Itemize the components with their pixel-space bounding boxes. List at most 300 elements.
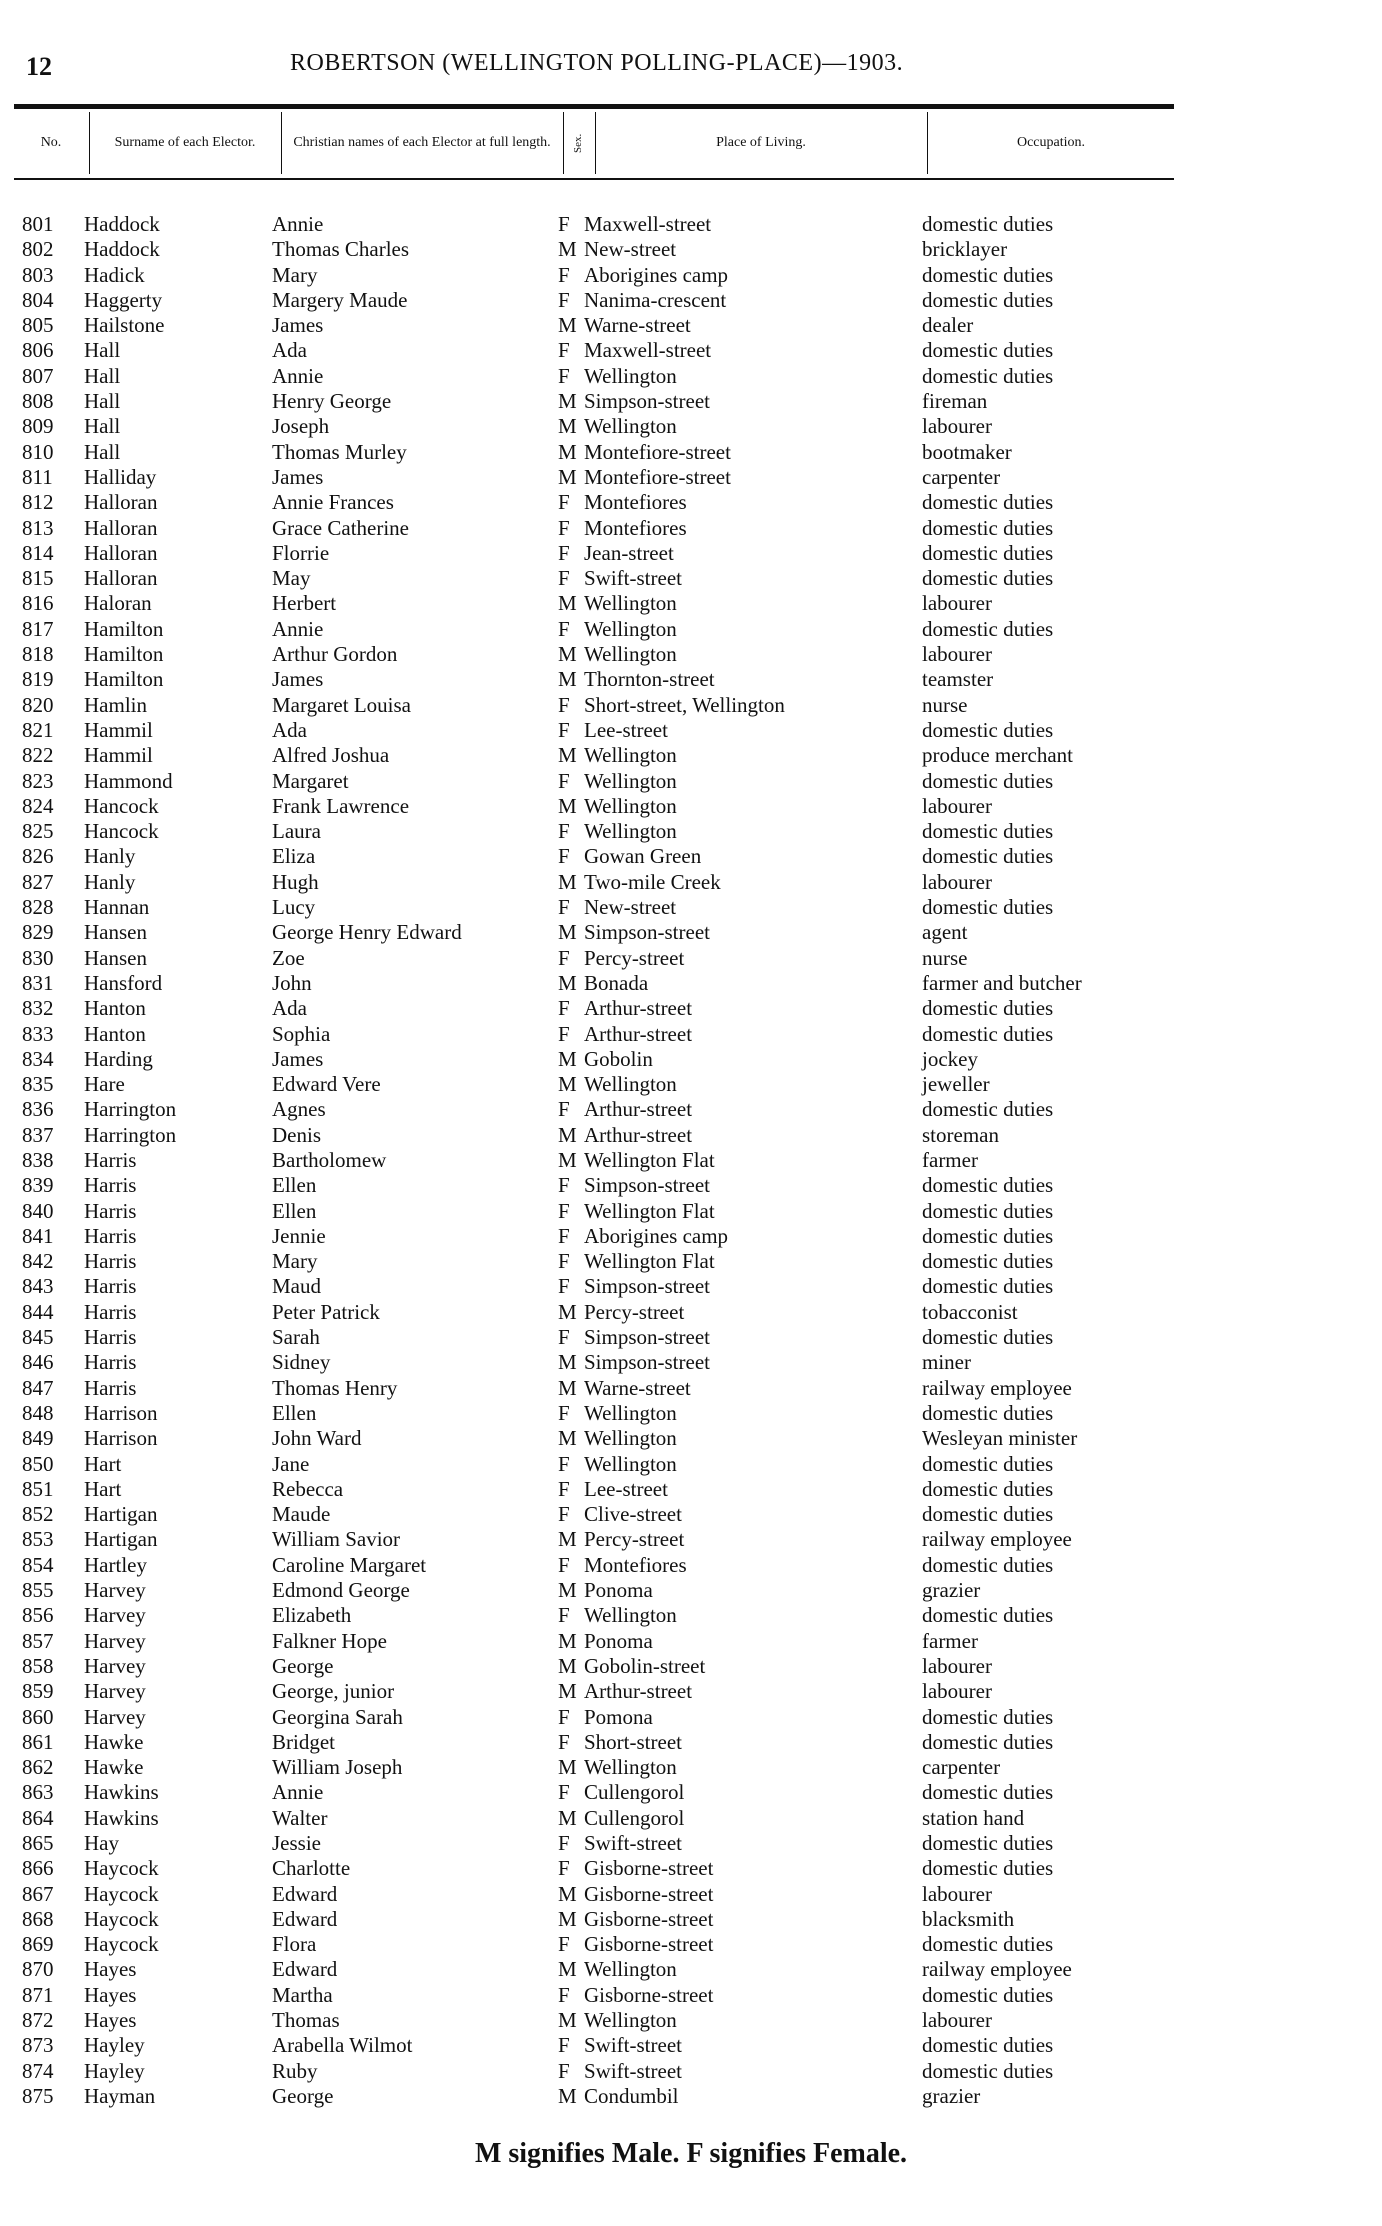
table-row <box>0 566 1382 591</box>
elector-occupation: domestic duties <box>922 1603 1054 1628</box>
elector-sex: F <box>558 540 570 565</box>
elector-number: 807 <box>22 363 54 388</box>
elector-sex: F <box>558 1021 570 1046</box>
elector-christian-names: Florrie <box>272 540 330 565</box>
elector-surname: Hart <box>84 1476 122 1501</box>
elector-occupation: jeweller <box>922 1072 990 1097</box>
elector-christian-names: Falkner Hope <box>272 1628 387 1653</box>
elector-sex: F <box>558 945 570 970</box>
elector-occupation: labourer <box>922 591 992 616</box>
elector-place-of-living: Arthur-street <box>584 1679 693 1704</box>
elector-surname: Halloran <box>84 566 158 591</box>
elector-christian-names: James <box>272 1046 324 1071</box>
table-row <box>0 667 1382 692</box>
table-row <box>0 1831 1382 1856</box>
elector-occupation: miner <box>922 1350 971 1375</box>
elector-number: 827 <box>22 869 54 894</box>
table-row <box>0 1882 1382 1907</box>
table-row <box>0 1097 1382 1122</box>
elector-number: 814 <box>22 540 54 565</box>
elector-occupation: labourer <box>922 869 992 894</box>
elector-occupation: domestic duties <box>922 1173 1054 1198</box>
elector-sex: F <box>558 262 570 287</box>
elector-number: 838 <box>22 1147 54 1172</box>
elector-number: 803 <box>22 262 54 287</box>
elector-occupation: domestic duties <box>922 2058 1054 2083</box>
elector-place-of-living: Gisborne-street <box>584 1906 714 1931</box>
elector-christian-names: Denis <box>272 1122 321 1147</box>
table-row <box>0 1401 1382 1426</box>
elector-occupation: domestic duties <box>922 1831 1054 1855</box>
elector-christian-names: Zoe <box>272 945 305 970</box>
elector-occupation: nurse <box>922 945 968 970</box>
elector-christian-names: Henry George <box>272 389 392 414</box>
elector-place-of-living: Wellington <box>584 1426 677 1451</box>
table-row <box>0 440 1382 465</box>
elector-surname: Hall <box>84 389 121 414</box>
elector-place-of-living: Lee-street <box>584 1476 668 1501</box>
elector-occupation: grazier <box>922 2083 981 2108</box>
table-row <box>0 1072 1382 1097</box>
elector-sex: F <box>558 363 570 388</box>
elector-surname: Harvey <box>84 1704 146 1729</box>
table-row <box>0 1148 1382 1173</box>
elector-surname: Harvey <box>84 1679 146 1704</box>
elector-christian-names: Lucy <box>272 895 316 920</box>
elector-number: 828 <box>22 895 54 920</box>
elector-sex: M <box>558 1881 577 1906</box>
elector-surname: Hare <box>84 1072 125 1097</box>
table-row <box>0 2033 1382 2058</box>
elector-christian-names: Ada <box>272 338 307 363</box>
elector-place-of-living: Simpson-street <box>584 1274 710 1299</box>
elector-christian-names: Agnes <box>272 1097 326 1122</box>
elector-occupation: domestic duties <box>922 1476 1054 1501</box>
elector-sex: F <box>558 1932 570 1957</box>
elector-surname: Hansen <box>84 945 147 970</box>
table-row <box>0 1578 1382 1603</box>
elector-place-of-living: Two-mile Creek <box>584 869 721 894</box>
elector-number: 834 <box>22 1046 54 1071</box>
elector-sex: F <box>558 1274 570 1299</box>
table-row <box>0 338 1382 363</box>
table-row <box>0 971 1382 996</box>
elector-sex: M <box>558 1046 577 1071</box>
elector-number: 864 <box>22 1805 54 1830</box>
elector-surname: Harrington <box>84 1097 177 1122</box>
elector-christian-names: Ellen <box>272 1198 317 1223</box>
elector-sex: M <box>558 313 577 338</box>
elector-sex: M <box>558 1805 577 1830</box>
header-christian-names: Christian names of each Elector at full length. <box>293 134 551 150</box>
elector-christian-names: Joseph <box>272 414 330 439</box>
elector-number: 811 <box>22 464 53 489</box>
elector-sex: F <box>558 2058 570 2083</box>
elector-occupation: labourer <box>922 1881 992 1906</box>
elector-place-of-living: Wellington <box>584 743 677 768</box>
elector-place-of-living: Gowan Green <box>584 844 702 869</box>
table-row <box>0 1300 1382 1325</box>
elector-surname: Harding <box>84 1046 153 1071</box>
elector-occupation: agent <box>922 920 968 945</box>
elector-number: 810 <box>22 439 54 464</box>
page-number: 12 <box>26 52 52 81</box>
elector-christian-names: George Henry Edward <box>272 920 462 945</box>
elector-christian-names: Ada <box>272 996 307 1021</box>
elector-occupation: domestic duties <box>922 1274 1054 1299</box>
elector-surname: Hayman <box>84 2083 156 2108</box>
table-row <box>0 1325 1382 1350</box>
elector-sex: F <box>558 768 570 793</box>
elector-place-of-living: Gobolin-street <box>584 1653 706 1678</box>
table-row <box>0 870 1382 895</box>
elector-christian-names: James <box>272 313 324 338</box>
elector-occupation: domestic duties <box>922 1249 1054 1274</box>
elector-christian-names: May <box>272 566 311 591</box>
elector-occupation: domestic duties <box>922 338 1054 363</box>
elector-christian-names: George, junior <box>272 1679 395 1704</box>
elector-number: 850 <box>22 1451 54 1476</box>
elector-occupation: nurse <box>922 692 968 717</box>
elector-christian-names: Elizabeth <box>272 1603 352 1628</box>
header-place-of-living: Place of Living. <box>716 134 806 150</box>
elector-sex: F <box>558 515 570 540</box>
elector-number: 804 <box>22 287 54 312</box>
elector-surname: Halloran <box>84 540 158 565</box>
elector-sex: M <box>558 743 577 768</box>
elector-number: 860 <box>22 1704 54 1729</box>
elector-christian-names: Edward <box>272 1957 338 1982</box>
elector-place-of-living: Percy-street <box>584 945 685 970</box>
table-row <box>0 516 1382 541</box>
elector-christian-names: Frank Lawrence <box>272 793 410 818</box>
elector-number: 859 <box>22 1679 54 1704</box>
elector-occupation: domestic duties <box>922 566 1054 591</box>
elector-place-of-living: Montefiore-street <box>584 464 731 489</box>
table-row <box>0 1553 1382 1578</box>
elector-surname: Hayley <box>84 2058 145 2083</box>
table-row <box>0 1199 1382 1224</box>
table-row <box>0 313 1382 338</box>
sex-legend: M signifies Male. F signifies Female. <box>474 2138 908 2169</box>
elector-number: 849 <box>22 1426 54 1451</box>
elector-surname: Harris <box>84 1249 137 1274</box>
elector-occupation: domestic duties <box>922 1704 1054 1729</box>
table-row <box>0 794 1382 819</box>
table-row <box>0 718 1382 743</box>
elector-number: 875 <box>22 2083 54 2108</box>
elector-christian-names: John Ward <box>272 1426 362 1451</box>
elector-sex: F <box>558 1097 570 1122</box>
elector-christian-names: James <box>272 667 324 692</box>
elector-number: 817 <box>22 616 54 641</box>
elector-surname: Halloran <box>84 515 158 540</box>
elector-number: 805 <box>22 313 54 338</box>
elector-number: 819 <box>22 667 54 692</box>
elector-sex: M <box>558 920 577 945</box>
elector-christian-names: Edward Vere <box>272 1072 381 1097</box>
elector-sex: M <box>558 1299 577 1324</box>
elector-place-of-living: Maxwell-street <box>584 338 712 363</box>
elector-place-of-living: Percy-street <box>584 1299 685 1324</box>
elector-occupation: domestic duties <box>922 1502 1054 1527</box>
elector-christian-names: James <box>272 464 324 489</box>
elector-number: 837 <box>22 1122 54 1147</box>
elector-place-of-living: New-street <box>584 237 677 262</box>
elector-occupation: domestic duties <box>922 363 1054 388</box>
table-row <box>0 591 1382 616</box>
elector-occupation: dealer <box>922 313 974 338</box>
elector-place-of-living: Wellington Flat <box>584 1147 715 1172</box>
table-row <box>0 263 1382 288</box>
elector-christian-names: Grace Catherine <box>272 515 410 540</box>
elector-number: 872 <box>22 2008 54 2033</box>
elector-surname: Hartigan <box>84 1527 158 1552</box>
elector-surname: Harvey <box>84 1578 146 1603</box>
elector-place-of-living: Wellington <box>584 793 677 818</box>
elector-place-of-living: Nanima-crescent <box>584 287 727 312</box>
elector-christian-names: Alfred Joshua <box>272 743 390 768</box>
table-row <box>0 288 1382 313</box>
elector-place-of-living: Arthur-street <box>584 1097 693 1122</box>
elector-number: 835 <box>22 1072 54 1097</box>
elector-surname: Haycock <box>84 1906 159 1931</box>
elector-surname: Hanton <box>84 996 146 1021</box>
elector-number: 863 <box>22 1780 54 1805</box>
elector-surname: Haloran <box>84 591 152 616</box>
elector-occupation: domestic duties <box>922 1097 1054 1122</box>
table-row <box>0 1477 1382 1502</box>
elector-place-of-living: Swift-street <box>584 2058 682 2083</box>
elector-sex: F <box>558 1780 570 1805</box>
elector-place-of-living: Gisborne-street <box>584 1856 714 1881</box>
elector-christian-names: Ruby <box>272 2058 318 2083</box>
table-row <box>0 364 1382 389</box>
elector-number: 832 <box>22 996 54 1021</box>
elector-sex: F <box>558 566 570 591</box>
header-occupation: Occupation. <box>1016 134 1086 150</box>
elector-occupation: domestic duties <box>922 1729 1054 1754</box>
elector-number: 822 <box>22 743 54 768</box>
elector-place-of-living: Ponoma <box>584 1628 653 1653</box>
elector-surname: Hanly <box>84 869 136 894</box>
elector-occupation: domestic duties <box>922 2033 1054 2058</box>
elector-occupation: domestic duties <box>922 895 1054 920</box>
elector-place-of-living: Arthur-street <box>584 1021 693 1046</box>
elector-occupation: jockey <box>922 1046 978 1071</box>
elector-surname: Haddock <box>84 237 160 262</box>
elector-occupation: railway employee <box>922 1957 1072 1982</box>
elector-christian-names: Ada <box>272 717 307 742</box>
table-row <box>0 819 1382 844</box>
elector-place-of-living: Gisborne-street <box>584 1932 714 1957</box>
elector-surname: Harrison <box>84 1400 158 1425</box>
table-row <box>0 1932 1382 1957</box>
elector-sex: M <box>558 2083 577 2108</box>
table-row <box>0 1603 1382 1628</box>
elector-christian-names: Edmond George <box>272 1578 410 1603</box>
elector-place-of-living: Wellington <box>584 768 677 793</box>
elector-sex: F <box>558 844 570 869</box>
elector-sex: M <box>558 1755 577 1780</box>
elector-surname: Halloran <box>84 490 158 515</box>
elector-occupation: domestic duties <box>922 616 1054 641</box>
elector-occupation: carpenter <box>922 1755 1001 1780</box>
elector-number: 844 <box>22 1299 54 1324</box>
elector-surname: Hayes <box>84 1982 137 2007</box>
elector-surname: Haycock <box>84 1881 159 1906</box>
elector-surname: Harris <box>84 1223 137 1248</box>
elector-place-of-living: Wellington <box>584 1072 677 1097</box>
elector-sex: M <box>558 1628 577 1653</box>
elector-sex: F <box>558 1198 570 1223</box>
table-row <box>0 1452 1382 1477</box>
elector-occupation: domestic duties <box>922 1021 1054 1046</box>
elector-sex: F <box>558 1831 570 1855</box>
elector-place-of-living: Wellington <box>584 1451 677 1476</box>
elector-occupation: domestic duties <box>922 1552 1054 1577</box>
elector-number: 857 <box>22 1628 54 1653</box>
table-row <box>0 920 1382 945</box>
elector-sex: M <box>558 1072 577 1097</box>
elector-surname: Hawke <box>84 1729 144 1754</box>
elector-place-of-living: Short-street <box>584 1729 682 1754</box>
elector-sex: F <box>558 1603 570 1628</box>
elector-number: 839 <box>22 1173 54 1198</box>
elector-christian-names: Bridget <box>272 1729 335 1754</box>
elector-place-of-living: Clive-street <box>584 1502 682 1527</box>
elector-sex: F <box>558 1729 570 1754</box>
elector-number: 846 <box>22 1350 54 1375</box>
elector-number: 836 <box>22 1097 54 1122</box>
elector-occupation: domestic duties <box>922 1780 1054 1805</box>
elector-christian-names: Jane <box>272 1451 310 1476</box>
elector-christian-names: Annie <box>272 616 324 641</box>
elector-number: 831 <box>22 970 54 995</box>
elector-place-of-living: Simpson-street <box>584 389 710 414</box>
table-row <box>0 389 1382 414</box>
top-rule <box>14 104 1174 109</box>
elector-place-of-living: Thornton-street <box>584 667 715 692</box>
elector-surname: Harrington <box>84 1122 177 1147</box>
elector-christian-names: Sarah <box>272 1325 320 1350</box>
elector-number: 825 <box>22 819 54 844</box>
elector-place-of-living: Arthur-street <box>584 1122 693 1147</box>
table-row <box>0 490 1382 515</box>
elector-sex: M <box>558 464 577 489</box>
elector-number: 802 <box>22 237 54 262</box>
elector-sex: M <box>558 1653 577 1678</box>
elector-place-of-living: Wellington <box>584 1603 677 1628</box>
table-row <box>0 1224 1382 1249</box>
elector-occupation: domestic duties <box>922 996 1054 1021</box>
elector-occupation: labourer <box>922 2008 992 2033</box>
elector-place-of-living: Swift-street <box>584 566 682 591</box>
elector-place-of-living: Short-street, Wellington <box>584 692 785 717</box>
elector-occupation: bricklayer <box>922 237 1008 262</box>
elector-sex: F <box>558 287 570 312</box>
elector-surname: Harvey <box>84 1603 146 1628</box>
elector-surname: Hammil <box>84 717 153 742</box>
table-row <box>0 541 1382 566</box>
elector-sex: M <box>558 970 577 995</box>
elector-sex: M <box>558 591 577 616</box>
elector-place-of-living: Pomona <box>584 1704 653 1729</box>
elector-surname: Hall <box>84 363 121 388</box>
elector-occupation: storeman <box>922 1122 999 1147</box>
elector-place-of-living: Montefiores <box>584 1552 687 1577</box>
elector-place-of-living: New-street <box>584 895 677 920</box>
elector-surname: Hall <box>84 414 121 439</box>
elector-occupation: domestic duties <box>922 1400 1054 1425</box>
elector-sex: M <box>558 2008 577 2033</box>
elector-surname: Harris <box>84 1173 137 1198</box>
elector-occupation: Wesleyan minister <box>922 1426 1078 1451</box>
elector-christian-names: Edward <box>272 1881 338 1906</box>
elector-occupation: domestic duties <box>922 1451 1054 1476</box>
table-row <box>0 212 1382 237</box>
elector-christian-names: Bartholomew <box>272 1147 387 1172</box>
elector-christian-names: Annie <box>272 212 324 236</box>
elector-surname: Hannan <box>84 895 150 920</box>
elector-place-of-living: Simpson-street <box>584 1325 710 1350</box>
elector-surname: Hayley <box>84 2033 145 2058</box>
elector-number: 815 <box>22 566 54 591</box>
elector-occupation: labourer <box>922 1653 992 1678</box>
table-row <box>0 2084 1382 2109</box>
elector-christian-names: Peter Patrick <box>272 1299 380 1324</box>
elector-occupation: domestic duties <box>922 540 1054 565</box>
table-row <box>0 1047 1382 1072</box>
elector-sex: M <box>558 1426 577 1451</box>
elector-surname: Harris <box>84 1198 137 1223</box>
elector-christian-names: John <box>272 970 312 995</box>
elector-place-of-living: Wellington <box>584 819 677 844</box>
elector-number: 824 <box>22 793 54 818</box>
table-row <box>0 1123 1382 1148</box>
elector-occupation: domestic duties <box>922 768 1054 793</box>
elector-number: 841 <box>22 1223 54 1248</box>
elector-sex: F <box>558 1400 570 1425</box>
table-row <box>0 2059 1382 2084</box>
elector-number: 842 <box>22 1249 54 1274</box>
elector-surname: Harris <box>84 1325 137 1350</box>
table-row <box>0 237 1382 262</box>
elector-surname: Haddock <box>84 212 160 236</box>
elector-number: 813 <box>22 515 54 540</box>
table-row <box>0 1907 1382 1932</box>
elector-place-of-living: Swift-street <box>584 1831 682 1855</box>
elector-sex: M <box>558 667 577 692</box>
elector-surname: Hawkins <box>84 1805 159 1830</box>
table-header <box>14 110 1174 180</box>
elector-surname: Hanton <box>84 1021 146 1046</box>
elector-sex: M <box>558 237 577 262</box>
elector-surname: Hartley <box>84 1552 147 1577</box>
elector-christian-names: Thomas Murley <box>272 439 407 464</box>
elector-place-of-living: Wellington <box>584 1957 677 1982</box>
elector-christian-names: Eliza <box>272 844 316 869</box>
elector-place-of-living: Wellington <box>584 1400 677 1425</box>
elector-surname: Hansford <box>84 970 163 995</box>
elector-occupation: railway employee <box>922 1527 1072 1552</box>
elector-occupation: farmer and butcher <box>922 970 1082 995</box>
elector-christian-names: Ellen <box>272 1400 317 1425</box>
table-row <box>0 1806 1382 1831</box>
elector-occupation: domestic duties <box>922 515 1054 540</box>
table-row <box>0 1957 1382 1982</box>
elector-christian-names: Jessie <box>272 1831 321 1855</box>
